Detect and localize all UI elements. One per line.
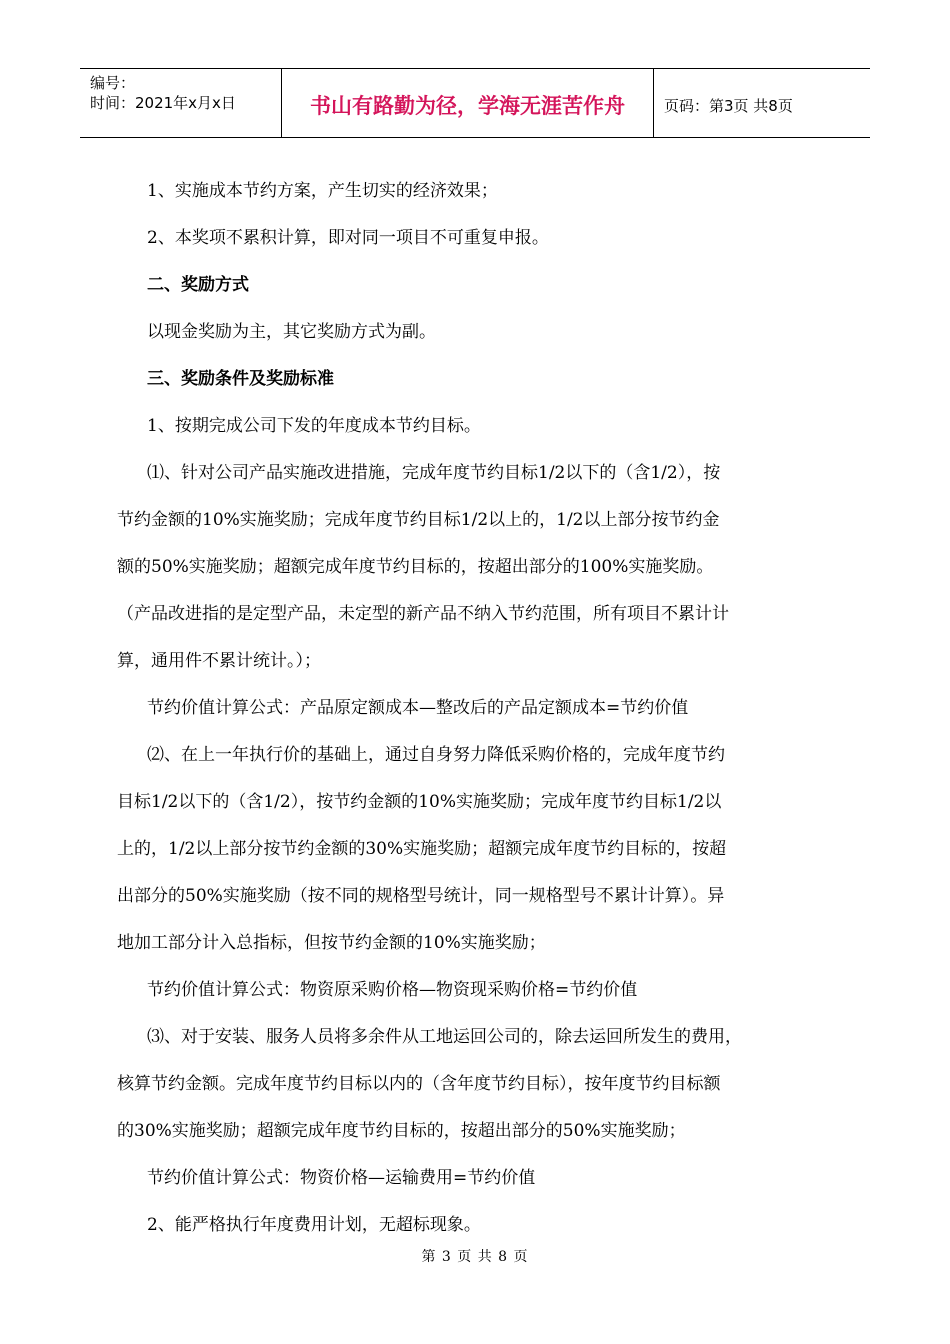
- section-heading: 二、奖励方式: [147, 275, 249, 295]
- paragraph: ⑶、对于安装、服务人员将多余件从工地运回公司的，除去运回所发生的费用，: [147, 1027, 742, 1047]
- paragraph-line: 节约金额的10%实施奖励；完成年度节约目标1/2以上的，1/2以上部分按节约金: [117, 510, 720, 530]
- paragraph-line: 核算节约金额。完成年度节约目标以内的（含年度节约目标），按年度节约目标额: [117, 1074, 721, 1094]
- paragraph: 2、本奖项不累积计算，即对同一项目不可重复申报。: [147, 228, 549, 248]
- formula-line: 节约价值计算公式：物资价格—运输费用=节约价值: [147, 1168, 536, 1188]
- paragraph-line: 上的，1/2以上部分按节约金额的30%实施奖励；超额完成年度节约目标的，按超: [117, 839, 727, 859]
- paragraph-line: 目标1/2以下的（含1/2），按节约金额的10%实施奖励；完成年度节约目标1/2以: [117, 792, 722, 812]
- page-header: [80, 68, 870, 138]
- paragraph: ⑵、在上一年执行价的基础上，通过自身努力降低采购价格的，完成年度节约: [147, 745, 725, 765]
- formula-line: 节约价值计算公式：物资原采购价格—物资现采购价格=节约价值: [147, 980, 638, 1000]
- paragraph: ⑴、针对公司产品实施改进措施，完成年度节约目标1/2以下的（含1/2），按: [147, 463, 721, 483]
- paragraph-line: 地加工部分计入总指标，但按节约金额的10%实施奖励；: [117, 933, 546, 953]
- paragraph-line: 算，通用件不累计统计。）；: [117, 651, 321, 671]
- header-meta: [80, 69, 282, 137]
- section-heading: 三、奖励条件及奖励标准: [147, 369, 334, 389]
- paragraph: 1、按期完成公司下发的年度成本节约目标。: [147, 416, 481, 436]
- paragraph-line: （产品改进指的是定型产品，未定型的新产品不纳入节约范围，所有项目不累计计: [117, 604, 729, 624]
- paragraph-line: 的30%实施奖励；超额完成年度节约目标的，按超出部分的50%实施奖励；: [117, 1121, 686, 1141]
- paragraph: 以现金奖励为主，其它奖励方式为副。: [147, 322, 436, 342]
- document-number-label: 编号：: [90, 74, 136, 92]
- header-page-info: 页码：第3页 共8页: [664, 96, 793, 115]
- paragraph-line: 出部分的50%实施奖励（按不同的规格型号统计，同一规格型号不累计计算）。异: [117, 886, 725, 906]
- header-motto: 书山有路勤为径，学海无涯苦作舟: [282, 69, 654, 137]
- paragraph: 2、能严格执行年度费用计划，无超标现象。: [147, 1215, 481, 1235]
- paragraph-line: 额的50%实施奖励；超额完成年度节约目标的，按超出部分的100%实施奖励。: [117, 557, 714, 577]
- formula-line: 节约价值计算公式：产品原定额成本—整改后的产品定额成本=节约价值: [147, 698, 689, 718]
- paragraph: 1、实施成本节约方案，产生切实的经济效果；: [147, 181, 498, 201]
- document-body: [117, 168, 817, 1249]
- document-time-label: 时间：2021年x月x日: [90, 94, 236, 112]
- page-footer: 第 3 页 共 8 页: [421, 1249, 529, 1265]
